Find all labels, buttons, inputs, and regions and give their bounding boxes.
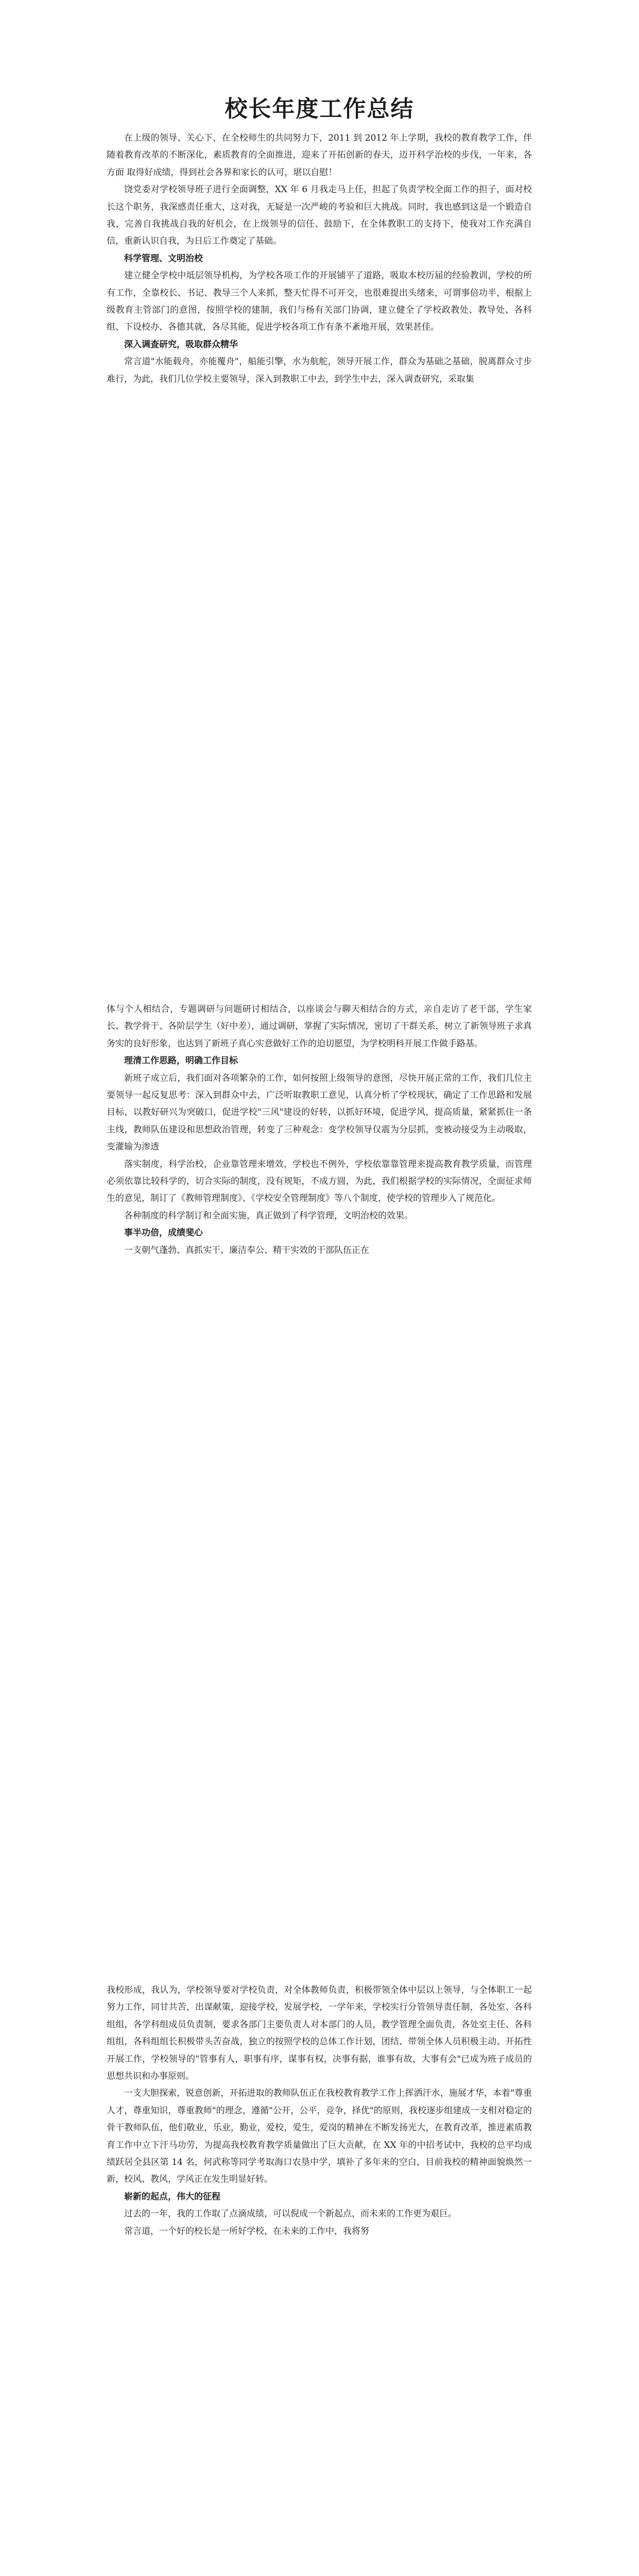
document-title: 校长年度工作总结	[224, 96, 415, 122]
section-heading: 科学管理、文明治校	[124, 253, 203, 264]
body-paragraph: 一支朝气蓬勃、真抓实干、廉洁奉公、精干实效的干部队伍正在	[124, 1245, 369, 1256]
body-paragraph: 建立健全学校中坻层领导机构，为学校各项工作的开展铺平了道路，吸取本校历届的经验教训，学校的所有工作，全靠校长、书记、教导三个人来抓，整天忙得不可开交，也很难提出头绪来，可谓事倍功半，根据上级教育主管部门的意图，按照学校的建制，我们与杨有关部门协调，建立健全了学校政教处、教导处、各科组、下设校办、各德其就，各尽其能，促进学校各项工作有条不紊地开展，效果甚佳。	[107, 270, 532, 333]
body-paragraph: 在上级的领导、关心下，在全校师生的共同努力下，2011 到 2012 年上学期，我校的教育教学工作，伴随着教育改革的不断深化，素质教育的全面推进，迎来了开拓创新的春天，迈开科学治校的步伐，一年来，各方面 取得好成绩，得到社会各界和家长的认可，堪以自慰！	[107, 133, 532, 178]
body-paragraph: 常言道"水能载舟，亦能覆舟"，船能引擎，水为航舵，领导开展工作，群众为基础之基础，脱离群众寸步难行，为此，我们几位学校主要领导，深入到教职工中去，到学生中去，深入调查研究，采取集	[107, 357, 532, 384]
section-heading: 事半功倍，成绩斐心	[124, 1228, 203, 1239]
body-paragraph: 各种制度的科学制订和全面实施，真正做到了科学管理，文明治校的效果。	[124, 1210, 413, 1221]
body-paragraph: 常言道，一个好的校长是一所好学校，在未来的工作中，我将努	[124, 2226, 369, 2236]
section-heading: 理清工作思路，明确工作目标	[124, 1056, 238, 1066]
body-paragraph: 一支大胆探索，锐意创新，开拓进取的教师队伍正在我校教育教学工作上挥洒汗水，施展才华，本着"尊重人才，尊重知识，尊重教师"的理念，遵循"公开，公平，竞争，择优"的原则，我校逐步组建成一支相对稳定的骨干教师队伍，他们敬业，乐业，勤业，爱校，爱生，爱岗的精神在不断发扬光大，在教育改革，推进素质教育工作中立下汗马功劳，为提高我校教育教学质量做出了巨大贡献，在 XX 年的中招考试中，我校的总平均成绩跃居全县区第 14 名，何武称等同学考取海口农垦中学，填补了多年来的空白，目前我校的精神面貌焕然一新，校风、教风，学风正在发生明显好转。	[107, 2088, 532, 2185]
section-page-2	[107, 1001, 532, 1259]
body-paragraph: 我校形成，我认为，学校领导要对学校负责，对全体教师负责，积极带领全体中层以上领导，与全体职工一起努力工作，同甘共苦，出谋献策，迎接学校，发展学校，一学年来，学校实行分管领导责任制，各处室、各科组组，各学科组成员负责制，要求各部门主要负责人对本部门的人员，教学管理全面负责，各处室主任、各科组组，各科组组长积极带头苦奋战，独立的按照学校的总体工作计划，团结、带领全体人员积极主动、开拓性开展工作，学校领导的"管事有人，职事有序，谋事有权，决事有据，谁事有故，大事有会"已成为班子成员的思想共识和办事原则。	[107, 1985, 532, 2082]
section-page-3	[107, 1982, 532, 2240]
section-page-1	[107, 130, 532, 388]
body-paragraph: 饶党委对学校领导班子进行全面调整，XX 年 6 月我走马上任，担起了负责学校全面工作的担子，面对校长这个职务，我深感责任重大，这对我，无疑是一次严峻的考验和巨大挑战。同时，我也感到这是一个锻造自我，完善自我挑战自我的好机会，在上级领导的信任、鼓励下，在全体教职工的支持下，使我对工作充满自信，重新认识自我，为日后工作奠定了基础。	[107, 184, 532, 247]
body-paragraph: 新班子成立后，我们面对各项繁杂的工作，如何按照上级领导的意图，尽快开展正常的工作，我们几位主要领导一起反复思考：深入到群众中去，广泛听取教职工意见，认真分析了学校现状，确定了工作思路和发展目标，以教好研兴为突破口，促进学校"三风"建设的好转，以抓好环境，促进学风，提高质量，紧紧抓住一条主线，教师队伍建设和思想政治管理，转变了三种观念：变学校领导仅震为分层抓，变被动接受为主动吸取，变灌输为渗透	[107, 1073, 532, 1153]
section-heading: 崭新的起点，伟大的征程	[124, 2191, 220, 2202]
body-paragraph: 落实制度，科学治校，企业靠管理来增效，学校也不例外，学校依靠靠管理来提高教育教学质量，而管理必须依靠比较科学的，切合实际的制度，没有规矩，不成方圆，为此，我们根据学校的实际情况，全面征求师生的意见，制订了《教师管理制度》、《学校安全管理制度》等八个制度，使学校的管理步入了规范化。	[107, 1159, 532, 1204]
section-heading: 深入调查研究，吸取群众精华	[124, 339, 238, 350]
body-paragraph: 过去的一年，我的工作取了点滴成绩，可以倪成一个新起点，而未来的工作更为艰巨。	[124, 2209, 457, 2219]
body-paragraph: 体与个人相结合，专题调研与问题研讨相结合，以座谈会与聊天相结合的方式，亲自走访了老干部，学生家长、教学骨干、各阶层学生（好中差），通过调研，掌握了实际情况，密切了干群关系，树立了新领导班子求真务实的良好形象，也达到了新班子真心实意做好工作的迫切愿望，为学校明科开展工作做手路基。	[107, 1004, 532, 1049]
